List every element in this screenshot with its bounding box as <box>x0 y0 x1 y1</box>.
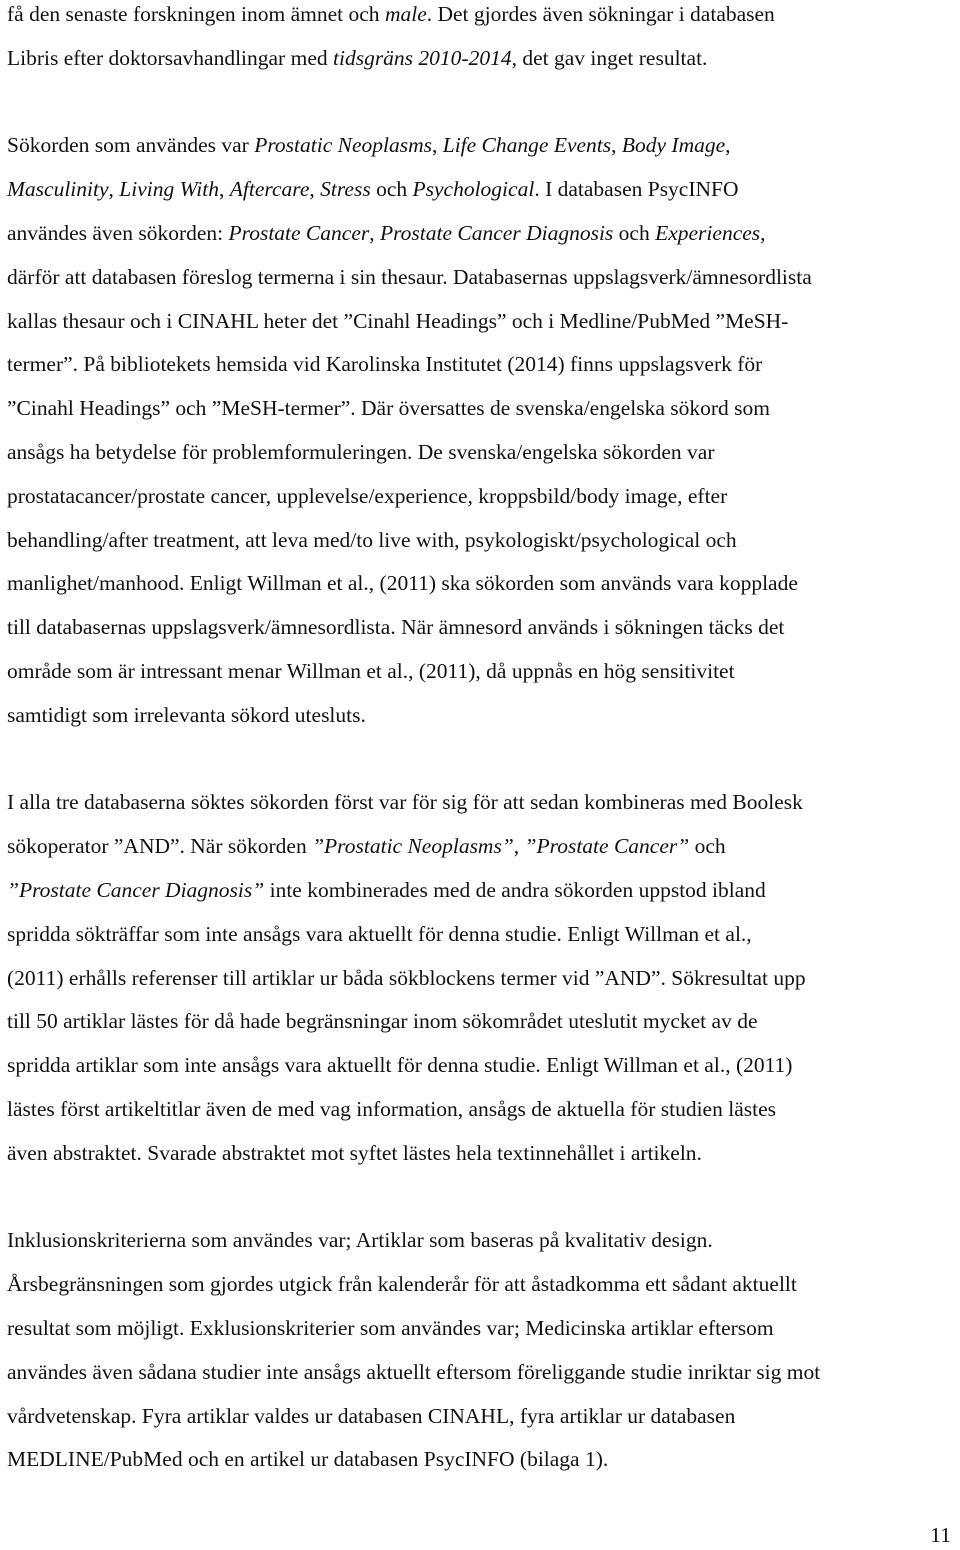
text-run: lästes först artikeltitlar även de med vag information, ansågs de aktuella för studien lästes <box>7 1096 776 1121</box>
text-line <box>7 1088 955 1132</box>
text-run: sökoperator ”AND”. När sökorden <box>7 834 313 859</box>
text-run: . I databasen PsycINFO <box>534 177 739 202</box>
text-line <box>7 1000 955 1044</box>
text-line <box>7 650 955 694</box>
text-run: prostatacancer/prostate cancer, upplevelse/experience, kroppsbild/body image, efter <box>7 483 728 508</box>
text-run: ansågs ha betydelse för problemformuleringen. De svenska/engelska sökorden var <box>7 439 715 464</box>
text-run: vårdvetenskap. Fyra artiklar valdes ur databasen CINAHL, fyra artiklar ur databasen <box>7 1403 736 1428</box>
italic-term: Living With <box>119 177 220 202</box>
text-line <box>7 825 955 869</box>
text-line <box>7 124 955 168</box>
text-line <box>7 694 955 738</box>
text-run: Libris efter doktorsavhandlingar med <box>7 45 333 70</box>
text-run: . Det gjordes även sökningar i databasen <box>426 2 775 26</box>
text-run: , <box>369 220 380 245</box>
text-run: , <box>760 220 766 245</box>
text-run: inte kombinerades med de andra sökorden uppstod ibland <box>264 877 766 902</box>
italic-term: Body Image <box>621 133 726 158</box>
text-line <box>7 1219 955 1263</box>
text-run: MEDLINE/PubMed och en artikel ur databasen PsycINFO (bilaga 1). <box>7 1447 609 1472</box>
italic-term: Aftercare <box>229 177 310 202</box>
text-run: resultat som möjligt. Exklusionskriterier som användes var; Medicinska artiklar eftersom <box>7 1315 774 1340</box>
italic-term: Experiences <box>655 220 761 245</box>
paragraph <box>7 0 955 81</box>
text-line <box>7 37 955 81</box>
document-page <box>7 0 955 1482</box>
text-run: spridda sökträffar som inte ansågs vara aktuellt för denna studie. Enligt Willman et al., <box>7 921 752 946</box>
paragraph <box>7 124 955 737</box>
text-run: samtidigt som irrelevanta sökord utesluts. <box>7 702 366 727</box>
text-run: till databasernas uppslagsverk/ämnesordlista. När ämnesord används i sökningen täcks det <box>7 615 785 640</box>
body-text <box>7 0 955 1482</box>
text-line <box>7 256 955 300</box>
text-line <box>7 0 955 37</box>
text-line <box>7 1438 955 1482</box>
text-line <box>7 1044 955 1088</box>
paragraph-gap <box>7 1176 955 1220</box>
text-line <box>7 1307 955 1351</box>
paragraph-gap <box>7 81 955 125</box>
text-line <box>7 562 955 606</box>
italic-term: male <box>384 2 427 26</box>
text-run: användes även sådana studier inte ansågs aktuellt eftersom föreliggande studie inriktar sig mot <box>7 1359 821 1384</box>
text-run: , det gav inget resultat. <box>511 45 708 70</box>
text-run: och <box>613 220 656 245</box>
text-run: I alla tre databaserna söktes sökorden först var för sig för att sedan kombineras med Boolesk <box>7 790 803 815</box>
italic-term: Prostate Cancer <box>228 220 370 245</box>
italic-term: Masculinity <box>7 177 109 202</box>
text-line <box>7 1263 955 1307</box>
paragraph <box>7 781 955 1175</box>
italic-term: ”Prostate Cancer” <box>524 834 690 859</box>
page-number: 11 <box>930 1523 951 1547</box>
text-line <box>7 869 955 913</box>
text-run: , <box>309 177 321 202</box>
text-line <box>7 1132 955 1176</box>
text-run: kallas thesaur och i CINAHL heter det ”Cinahl Headings” och i Medline/PubMed ”MeSH- <box>7 308 789 333</box>
text-run: och <box>689 834 726 859</box>
text-run: och <box>370 177 413 202</box>
text-run: användes även sökorden: <box>7 220 229 245</box>
text-run: ”Cinahl Headings” och ”MeSH-termer”. Där översattes de svenska/engelska sökord som <box>7 396 771 421</box>
text-run: därför att databasen föreslog termerna i sin thesaur. Databasernas uppslagsverk/ämnesordlista <box>7 264 812 289</box>
text-line <box>7 475 955 519</box>
text-run: behandling/after treatment, att leva med/to live with, psykologiskt/psychological och <box>7 527 737 552</box>
text-run: , <box>108 177 120 202</box>
text-run: till 50 artiklar lästes för då hade begränsningar inom sökområdet uteslutit mycket av de <box>7 1009 758 1034</box>
italic-term: Prostatic Neoplasms <box>254 133 432 158</box>
text-line <box>7 1351 955 1395</box>
text-run: Årsbegränsningen som gjordes utgick från kalenderår för att åstadkomma ett sådant aktuellt <box>7 1272 797 1297</box>
text-run: även abstraktet. Svarade abstraktet mot syftet lästes hela textinnehållet i artikeln. <box>7 1140 702 1165</box>
text-line <box>7 212 955 256</box>
italic-term: Life Change Events <box>442 133 612 158</box>
text-run: termer”. På bibliotekets hemsida vid Karolinska Institutet (2014) finns uppslagsverk för <box>7 352 763 377</box>
paragraph-gap <box>7 738 955 782</box>
text-line <box>7 300 955 344</box>
italic-term: ”Prostate Cancer Diagnosis” <box>7 877 265 902</box>
text-run: manlighet/manhood. Enligt Willman et al., (2011) ska sökorden som används vara kopplade <box>7 571 798 596</box>
text-line <box>7 168 955 212</box>
text-line <box>7 781 955 825</box>
italic-term: tidsgräns 2010-2014 <box>333 45 512 70</box>
text-run: , <box>431 133 443 158</box>
text-line <box>7 519 955 563</box>
text-run: , <box>219 177 230 202</box>
text-run: , <box>611 133 622 158</box>
italic-term: Psychological <box>412 177 535 202</box>
text-line <box>7 606 955 650</box>
text-run: (2011) erhålls referenser till artiklar ur båda sökblockens termer vid ”AND”. Sökresultat upp <box>7 965 806 990</box>
text-line <box>7 431 955 475</box>
text-line <box>7 913 955 957</box>
text-line <box>7 343 955 387</box>
text-run: Inklusionskriterierna som användes var; Artiklar som baseras på kvalitativ design. <box>7 1228 713 1253</box>
paragraph <box>7 1219 955 1482</box>
text-run: , <box>513 834 525 859</box>
text-run: Sökorden som användes var <box>7 133 255 158</box>
italic-term: Stress <box>320 177 371 202</box>
text-line <box>7 387 955 431</box>
text-run: , <box>725 133 731 158</box>
text-line <box>7 1395 955 1439</box>
text-run: spridda artiklar som inte ansågs vara aktuellt för denna studie. Enligt Willman et al., (2011) <box>7 1053 793 1078</box>
text-run: få den senaste forskningen inom ämnet och <box>7 2 385 26</box>
text-run: område som är intressant menar Willman et al., (2011), då uppnås en hög sensitivitet <box>7 658 735 683</box>
text-line <box>7 957 955 1001</box>
italic-term: Prostate Cancer Diagnosis <box>379 220 614 245</box>
italic-term: ”Prostatic Neoplasms” <box>312 834 514 859</box>
